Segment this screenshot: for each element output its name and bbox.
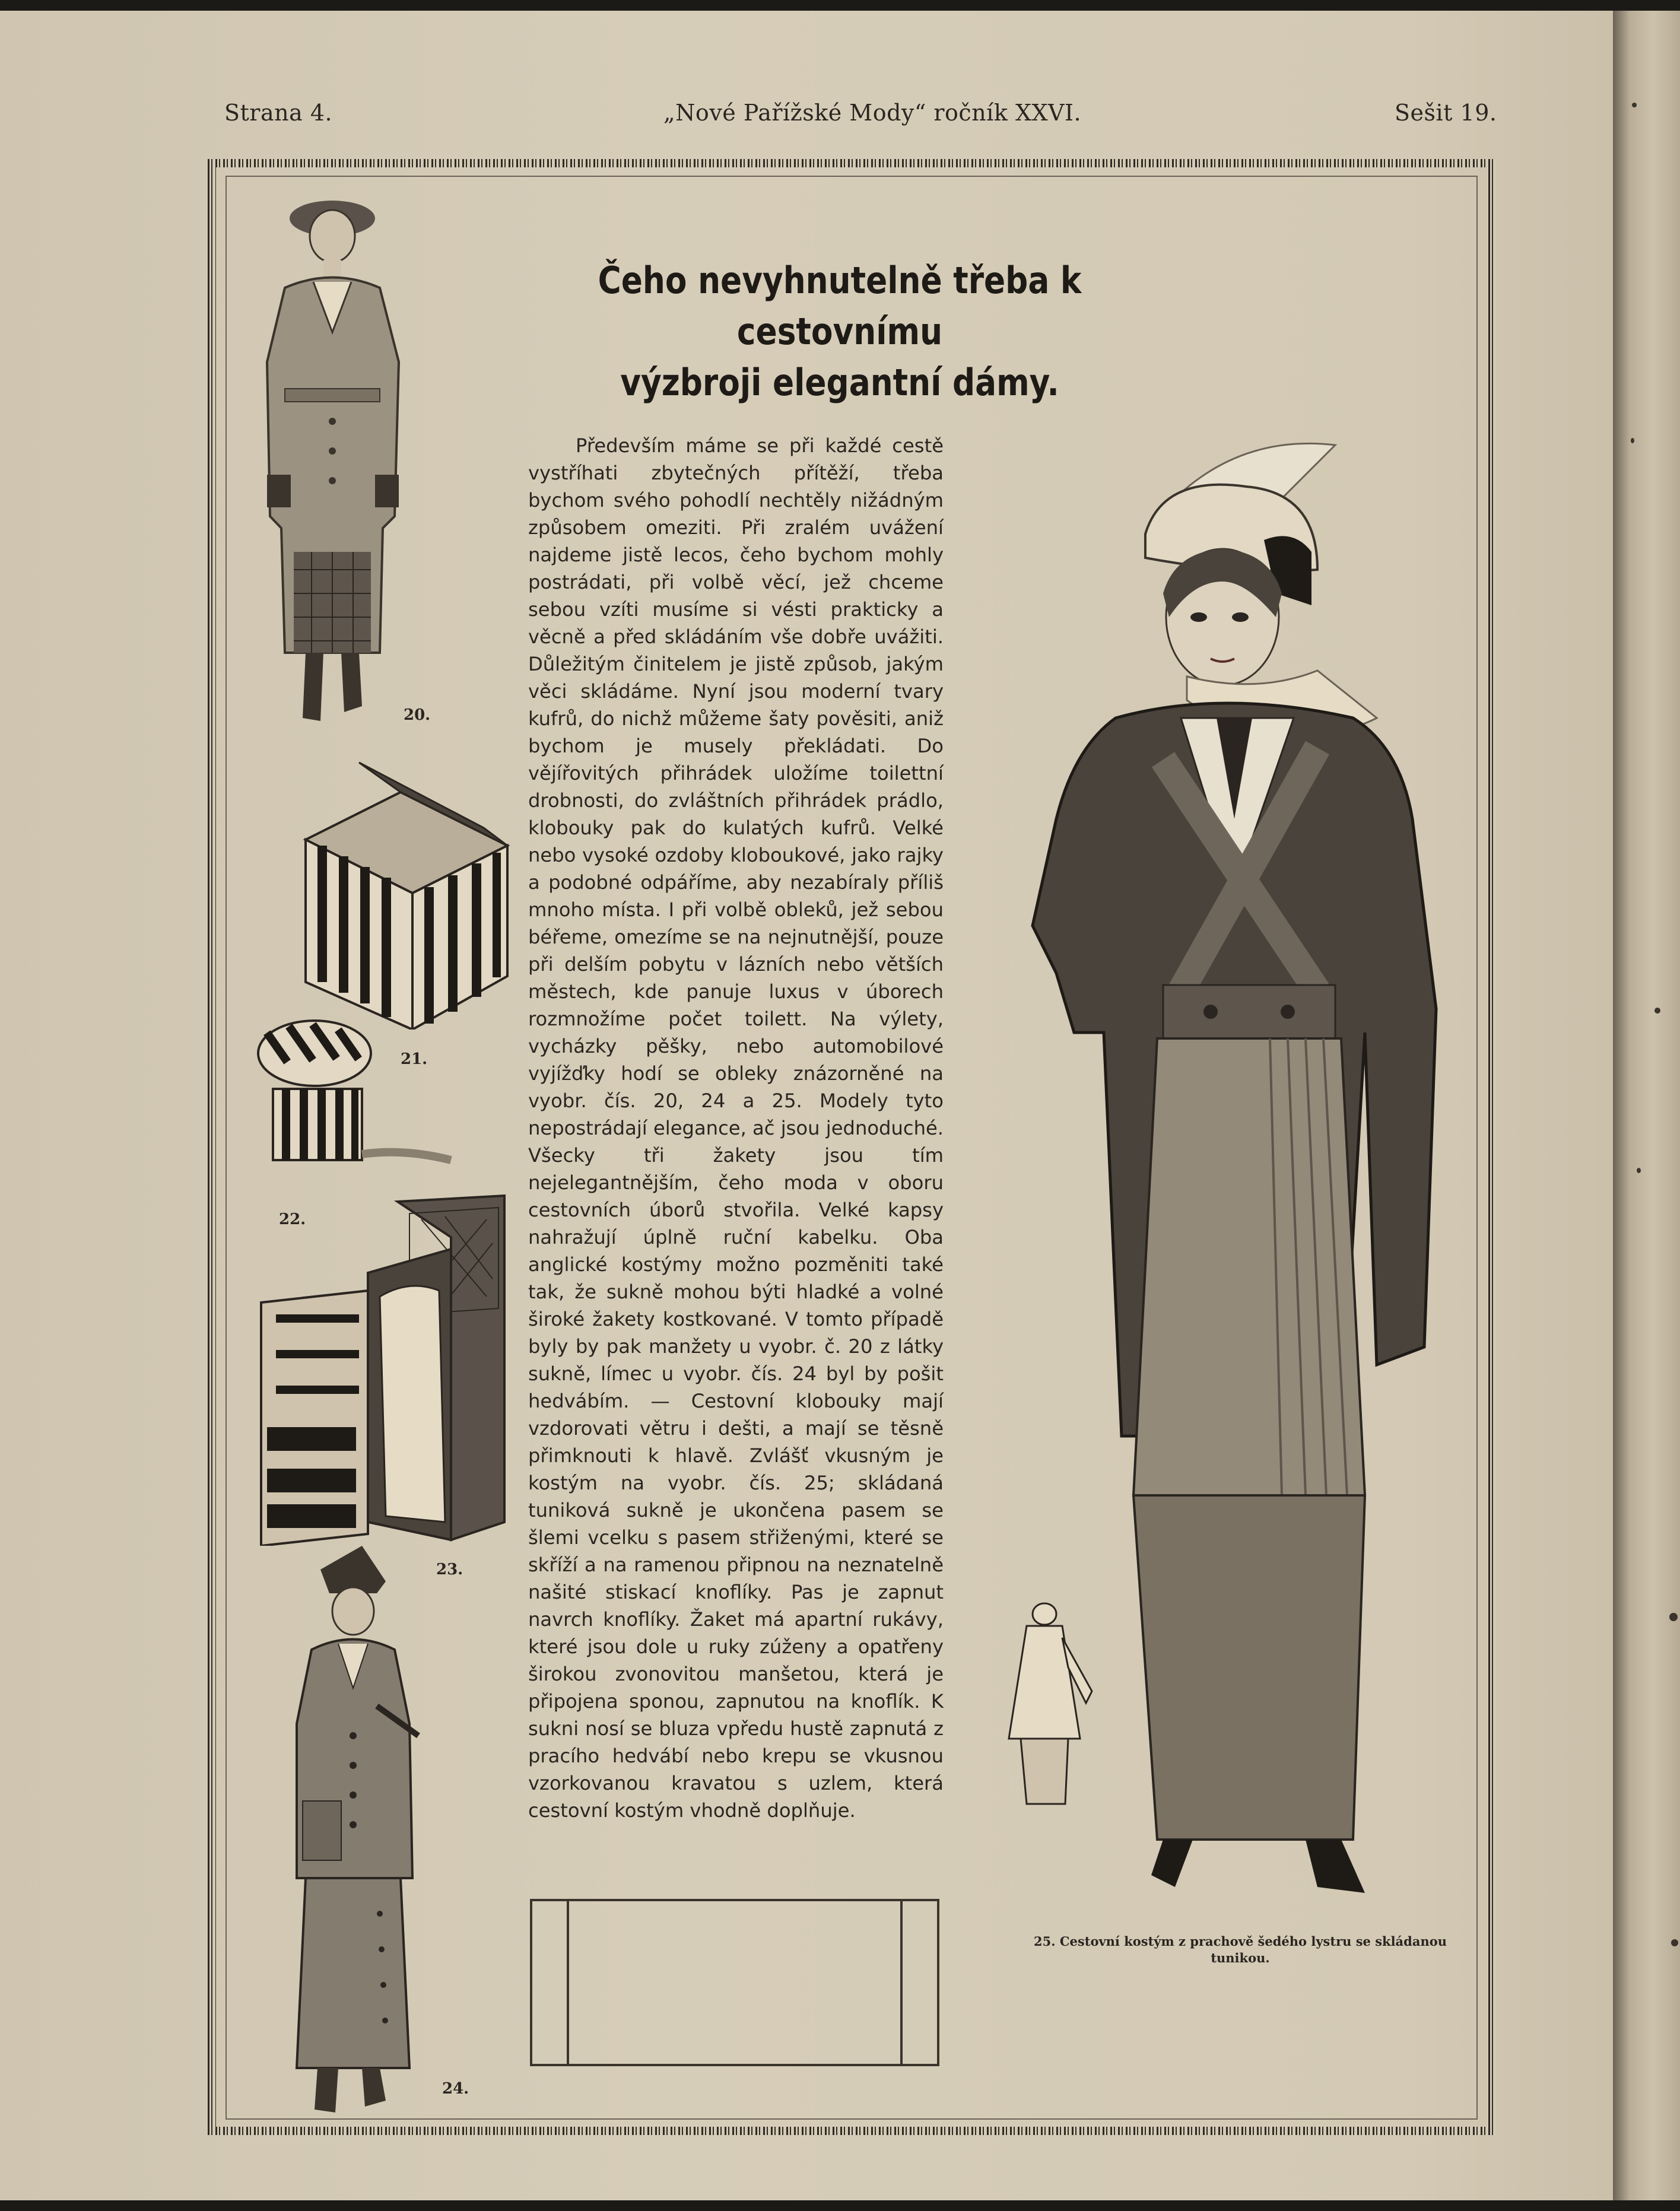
figure-25-travel-costume-illustration xyxy=(985,439,1484,1911)
figure-20-travel-coat-illustration xyxy=(243,184,421,748)
next-page-edge xyxy=(1613,11,1680,2200)
article-title-line2: výzbroji elegantní dámy. xyxy=(620,361,1059,404)
page-number: Strana 4. xyxy=(224,100,333,126)
figure-23-label: 23. xyxy=(436,1561,463,1578)
article-body: Především máme se při každé cestě vystříhati zbytečných přítěží, třeba bychom svého pohodlí nechtěly nižádným způsobem omeziti. Při zralém uvážení najdeme jistě lecos, čeho bychom mohly postrádati, při volbě věcí, jež chceme sebou vzíti musíme si vésti prakticky a věcně a před skládáním vše dobře uvážiti. Důležitým činitelem je jistě způsob, jakým věci skládáme. Nyní jsou moderní tvary kufrů, do nichž můžeme šaty pověsiti, aniž bychom je musely překládati. Do vějířovitých přihrádek uložíme toilettní drobnosti, do zvláštních přihrádek prádlo, klobouky pak do kulatých kufrů. Velké nebo vysoké ozdoby kloboukové, jako rajky a podobné odpáříme, aby nezabíraly příliš mnoho místa. I při volbě obleků, jež sebou béřeme, omezíme se na nejnutnější, pouze při delším pobytu v lázních nebo větších městech, kde panuje luxus v úborech rozmnožíme počet toilett. Na výlety, vycházky pěšky, nebo automobilové vyjížďky hodí se obleky znázorněné na vyobr. čís. 20, 24 a 25. Modely tyto nepostrádají elegance, ač jsou jednoduché. Všecky tři žakety jsou tím nejelegantnějším, čeho moda v oboru cestovních úborů stvořila. Velké kapsy nahražují úplně ruční kabelku. Oba anglické kostýmy možno pozměniti také tak, že sukně mohou býti hladké a volné široké žakety kostkované. V tomto případě byly by pak manžety u vyobr. č. 20 z látky sukně, límec u vyobr. čís. 24 byl by pošit hedvábím. — Cestovní klobouky mají vzdorovati větru i dešti, a mají se těsně přimknouti k hlavě. Zvlášť vkusným je kostým na vyobr. čís. 25; skládaná tuniková sukně je ukončena pasem se šlemi vcelku s pasem střiženými, které se skříží a na ramenou připnou na neznatelně našité stiskací knoflíky. Pas je zapnut navrch knoflíky. Žaket má apartní rukávy, které jsou dole u ruky zúženy a opatřeny širokou zvonovitou manšetou, která je připojena sponou, zapnutou na knoflík. K sukni nosí se bluza vpředu hustě zapnutá z pracího hedvábí nebo krepu se vkusnou vzorkovanou kravatou s uzlem, která cestovní kostým vhodně doplňuje. xyxy=(528,434,944,1822)
figure-24-tailored-suit-illustration xyxy=(273,1546,439,2121)
figure-21-hat-trunk-illustration xyxy=(300,751,513,1030)
article-title xyxy=(557,255,1123,408)
issue-number: Sešit 19. xyxy=(1395,100,1497,126)
journal-title: „Nové Pařížské Mody“ ročník XXVI. xyxy=(663,100,1082,126)
empty-frame-box xyxy=(530,1899,939,2066)
figure-23-wardrobe-trunk-illustration xyxy=(249,1190,510,1546)
figure-20-label: 20. xyxy=(404,706,431,724)
figure-21-label: 21. xyxy=(401,1050,428,1068)
figure-24-label: 24. xyxy=(442,2080,469,2098)
figure-25-caption: 25. Cestovní kostým z prachově šedého lystru se skládanou tunikou. xyxy=(1034,1934,1447,1965)
figure-22-round-hatbox-illustration xyxy=(249,1000,463,1178)
figure-22-label: 22. xyxy=(279,1211,306,1228)
article-title-line1: Čeho nevyhnutelně třeba k cestovnímu xyxy=(598,259,1082,353)
